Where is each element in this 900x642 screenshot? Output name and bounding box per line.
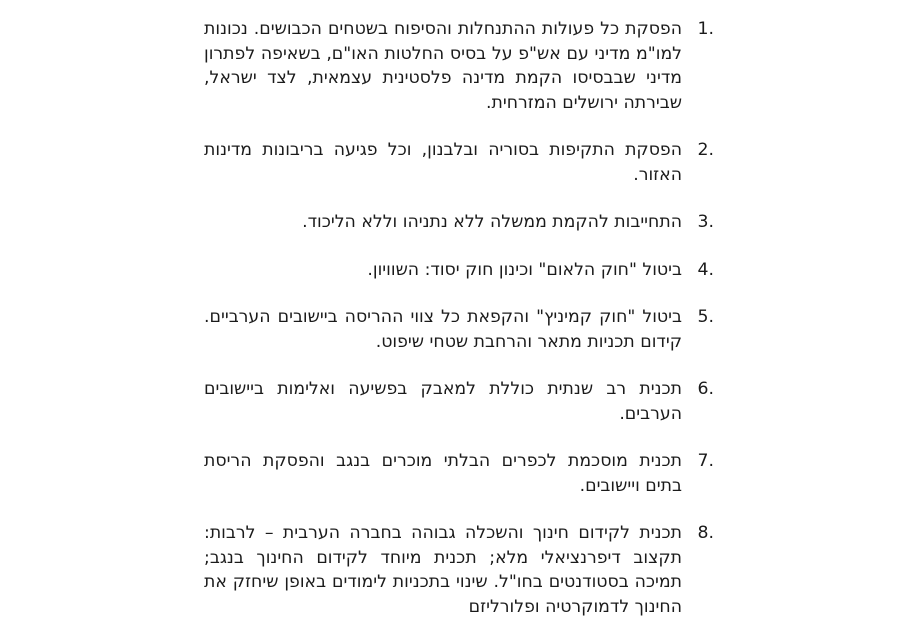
list-item bbox=[204, 305, 714, 354]
list-item-text: הפסקת התקיפות בסוריה ובלבנון, וכל פגיעה בריבונות מדינות האזור. bbox=[204, 140, 682, 185]
list-item-text: התחייבות להקמת ממשלה ללא נתניהו וללא הליכוד. bbox=[302, 212, 682, 232]
list-item bbox=[204, 138, 714, 187]
list-item-number: 3. bbox=[697, 212, 714, 232]
list-item-text: תכנית מוסכמת לכפרים הבלתי מוכרים בנגב והפסקת הריסת בתים ויישובים. bbox=[204, 451, 682, 496]
list-item-number: 5. bbox=[697, 307, 714, 327]
list-item-text: תכנית רב שנתית כוללת למאבק בפשיעה ואלימות ביישובים הערבים. bbox=[204, 379, 682, 424]
list-item-text: תכנית לקידום חינוך והשכלה גבוהה בחברה הערבית – לרבות: תקצוב דיפרנציאלי מלא; תכנית מיוחד לקידום החינוך בנגב; תמיכה בסטודנטים בחו"ל. שינוי בתכניות לימודים באופן שיחזק את החינוך לדמוקרטיה ופלורליזם bbox=[204, 523, 682, 617]
list-item bbox=[204, 258, 714, 283]
list-item-number: 2. bbox=[697, 140, 714, 160]
list-item-number: 6. bbox=[697, 379, 714, 399]
list-item-text: הפסקת כל פעולות ההתנחלות והסיפוח בשטחים הכבושים. נכונות למו"מ מדיני עם אש"פ על בסיס החלטות האו"ם, בשאיפה לפתרון מדיני שבבסיסו הקמת מדינה פלסטינית עצמאית, לצד ישראל, שבירתה ירושלים המזרחית. bbox=[204, 19, 682, 113]
list-item-number: 1. bbox=[697, 19, 714, 39]
list-item-number: 7. bbox=[697, 451, 714, 471]
list-item-number: 4. bbox=[697, 259, 714, 280]
list-item-number: 8. bbox=[697, 523, 714, 543]
list-item bbox=[204, 377, 714, 426]
list-item-text: ביטול "חוק קמיניץ" והקפאת כל צווי ההריסה ביישובים הערביים. קידום תכניות מתאר והרחבת שטחי שיפוט. bbox=[204, 307, 682, 352]
numbered-demands-list bbox=[204, 17, 714, 642]
list-item-text: ביטול "חוק הלאום" וכינון חוק יסוד: השוויון. bbox=[367, 259, 682, 280]
list-item bbox=[204, 210, 714, 235]
list-item bbox=[204, 449, 714, 498]
list-item bbox=[204, 521, 714, 619]
list-item bbox=[204, 17, 714, 115]
